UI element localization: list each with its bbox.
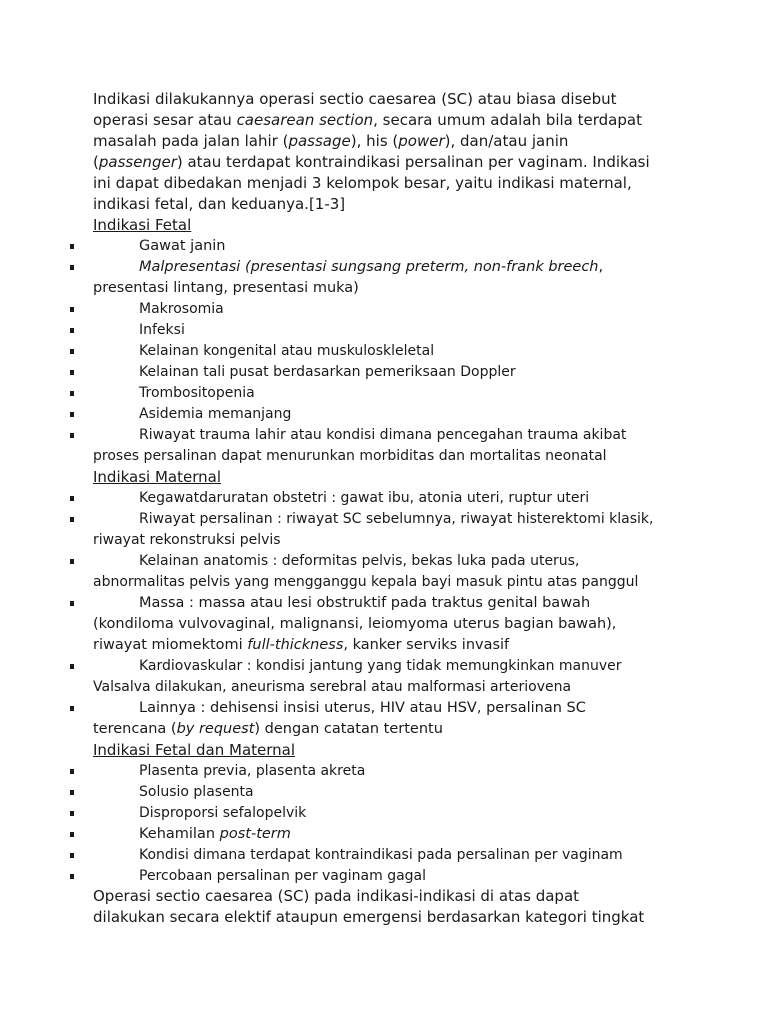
bullet-icon [70,370,74,375]
bullet-icon [70,559,74,564]
intro-line: operasi sesar atau caesarean section, secara umum adalah bila terdapat [93,111,642,129]
section-heading-fetal-maternal: Indikasi Fetal dan Maternal [93,741,296,759]
bullet-icon [70,832,74,837]
bullet-icon [70,328,74,333]
bullet-icon [70,496,74,501]
intro-line: indikasi fetal, dan keduanya.[1-3] [93,195,346,213]
intro-line: Indikasi dilakukannya operasi sectio caesarea (SC) atau biasa disebut [93,90,617,108]
section-heading-maternal: Indikasi Maternal [93,468,221,486]
italic-term: caesarean section [236,111,374,129]
bullet-icon [70,853,74,858]
outro-line: Operasi sectio caesarea (SC) pada indikasi-indikasi di atas dapat [93,887,580,905]
section-heading-fetal: Indikasi Fetal [93,216,192,234]
outro-line: dilakukan secara elektif ataupun emergensi berdasarkan kategori tingkat [93,908,645,926]
bullet-icon [70,601,74,606]
intro-line: ini dapat dibedakan menjadi 3 kelompok besar, yaitu indikasi maternal, [93,174,632,192]
bullet-icon [70,811,74,816]
intro-line: masalah pada jalan lahir (passage), his (power), dan/atau janin [93,132,569,150]
intro-line: (passenger) atau terdapat kontraindikasi persalinan per vaginam. Indikasi [93,153,650,171]
document-page: Indikasi dilakukannya operasi sectio caesarea (SC) atau biasa disebut operasi sesar atau caesarean section, secara umum adalah bila terdapat masalah pada jalan lahir (passage), his (power), dan/atau janin (passenger) atau terdapat kontraindikasi persalinan per vaginam. Indikasi ini dapat dibedakan menjadi 3 kelompok besar, yaitu indikasi maternal, indikasi fetal, dan keduanya.[1-3] Indikasi Fetal Gawat janin Malpresentasi (presentasi sungsang preterm, non-frank breech, presentasi lintang, presentasi muka) Makrosomia Infeksi Kelainan kongenital atau muskuloskleletal Kelainan tali pusat berdasarkan pemeriksaan Doppler Trombositopenia Asidemia memanjang Riwayat trauma lahir atau kondisi dimana pencegahan trauma akibat proses persalinan dapat menurunkan morbiditas dan mortalitas neonatal Indikasi Maternal Kegawatdaruratan obstetri : gawat ibu, atonia uteri, ruptur uteri Riwayat persalinan : riwayat SC sebelumnya, riwayat histerektomi klasik, riwayat rekonstruksi pelvis Kelainan anatomis : deformitas pelvis, bekas luka pada uterus, abnormalitas pelvis yang mengganggu kepala bayi masuk pintu atas panggul Massa : massa atau lesi obstruktif pada traktus genital bawah (kondiloma vulvovaginal, malignansi, leiomyoma uterus bagian bawah), riwayat miomektomi full-thickness, kanker serviks invasif Kardiovaskular : kondisi jantung yang tidak memungkinkan manuver Valsalva dilakukan, aneurisma serebral atau malformasi arteriovena Lainnya : dehisensi insisi uterus, HIV atau HSV, persalinan SC terencana (by request) dengan catatan tertentu Indikasi Fetal dan Maternal Plasenta previa, plasenta akreta Solusio plasenta Disproporsi sefalopelvik Kehamilan post-term Kondisi dimana terdapat kontraindikasi pada persalinan per vaginam Percobaan persalinan per vaginam gagal Operasi sectio caesarea (SC) pada indikasi-indikasi di atas dapat dilakukan secara elektif ataupun emergensi berdasarkan kategori tingkat [0,0,768,1024]
bullet-icon [70,664,74,669]
bullet-icon [70,790,74,795]
bullet-icon [70,349,74,354]
bullet-icon [70,265,74,270]
bullet-icon [70,433,74,438]
bullet-icon [70,244,74,249]
bullet-icon [70,517,74,522]
bullet-icon [70,307,74,312]
bullet-icon [70,706,74,711]
outro-paragraph [93,886,693,928]
bullet-icon [70,874,74,879]
bullet-icon [70,769,74,774]
bullet-icon [70,391,74,396]
intro-paragraph [93,89,693,215]
bullet-icon [70,412,74,417]
